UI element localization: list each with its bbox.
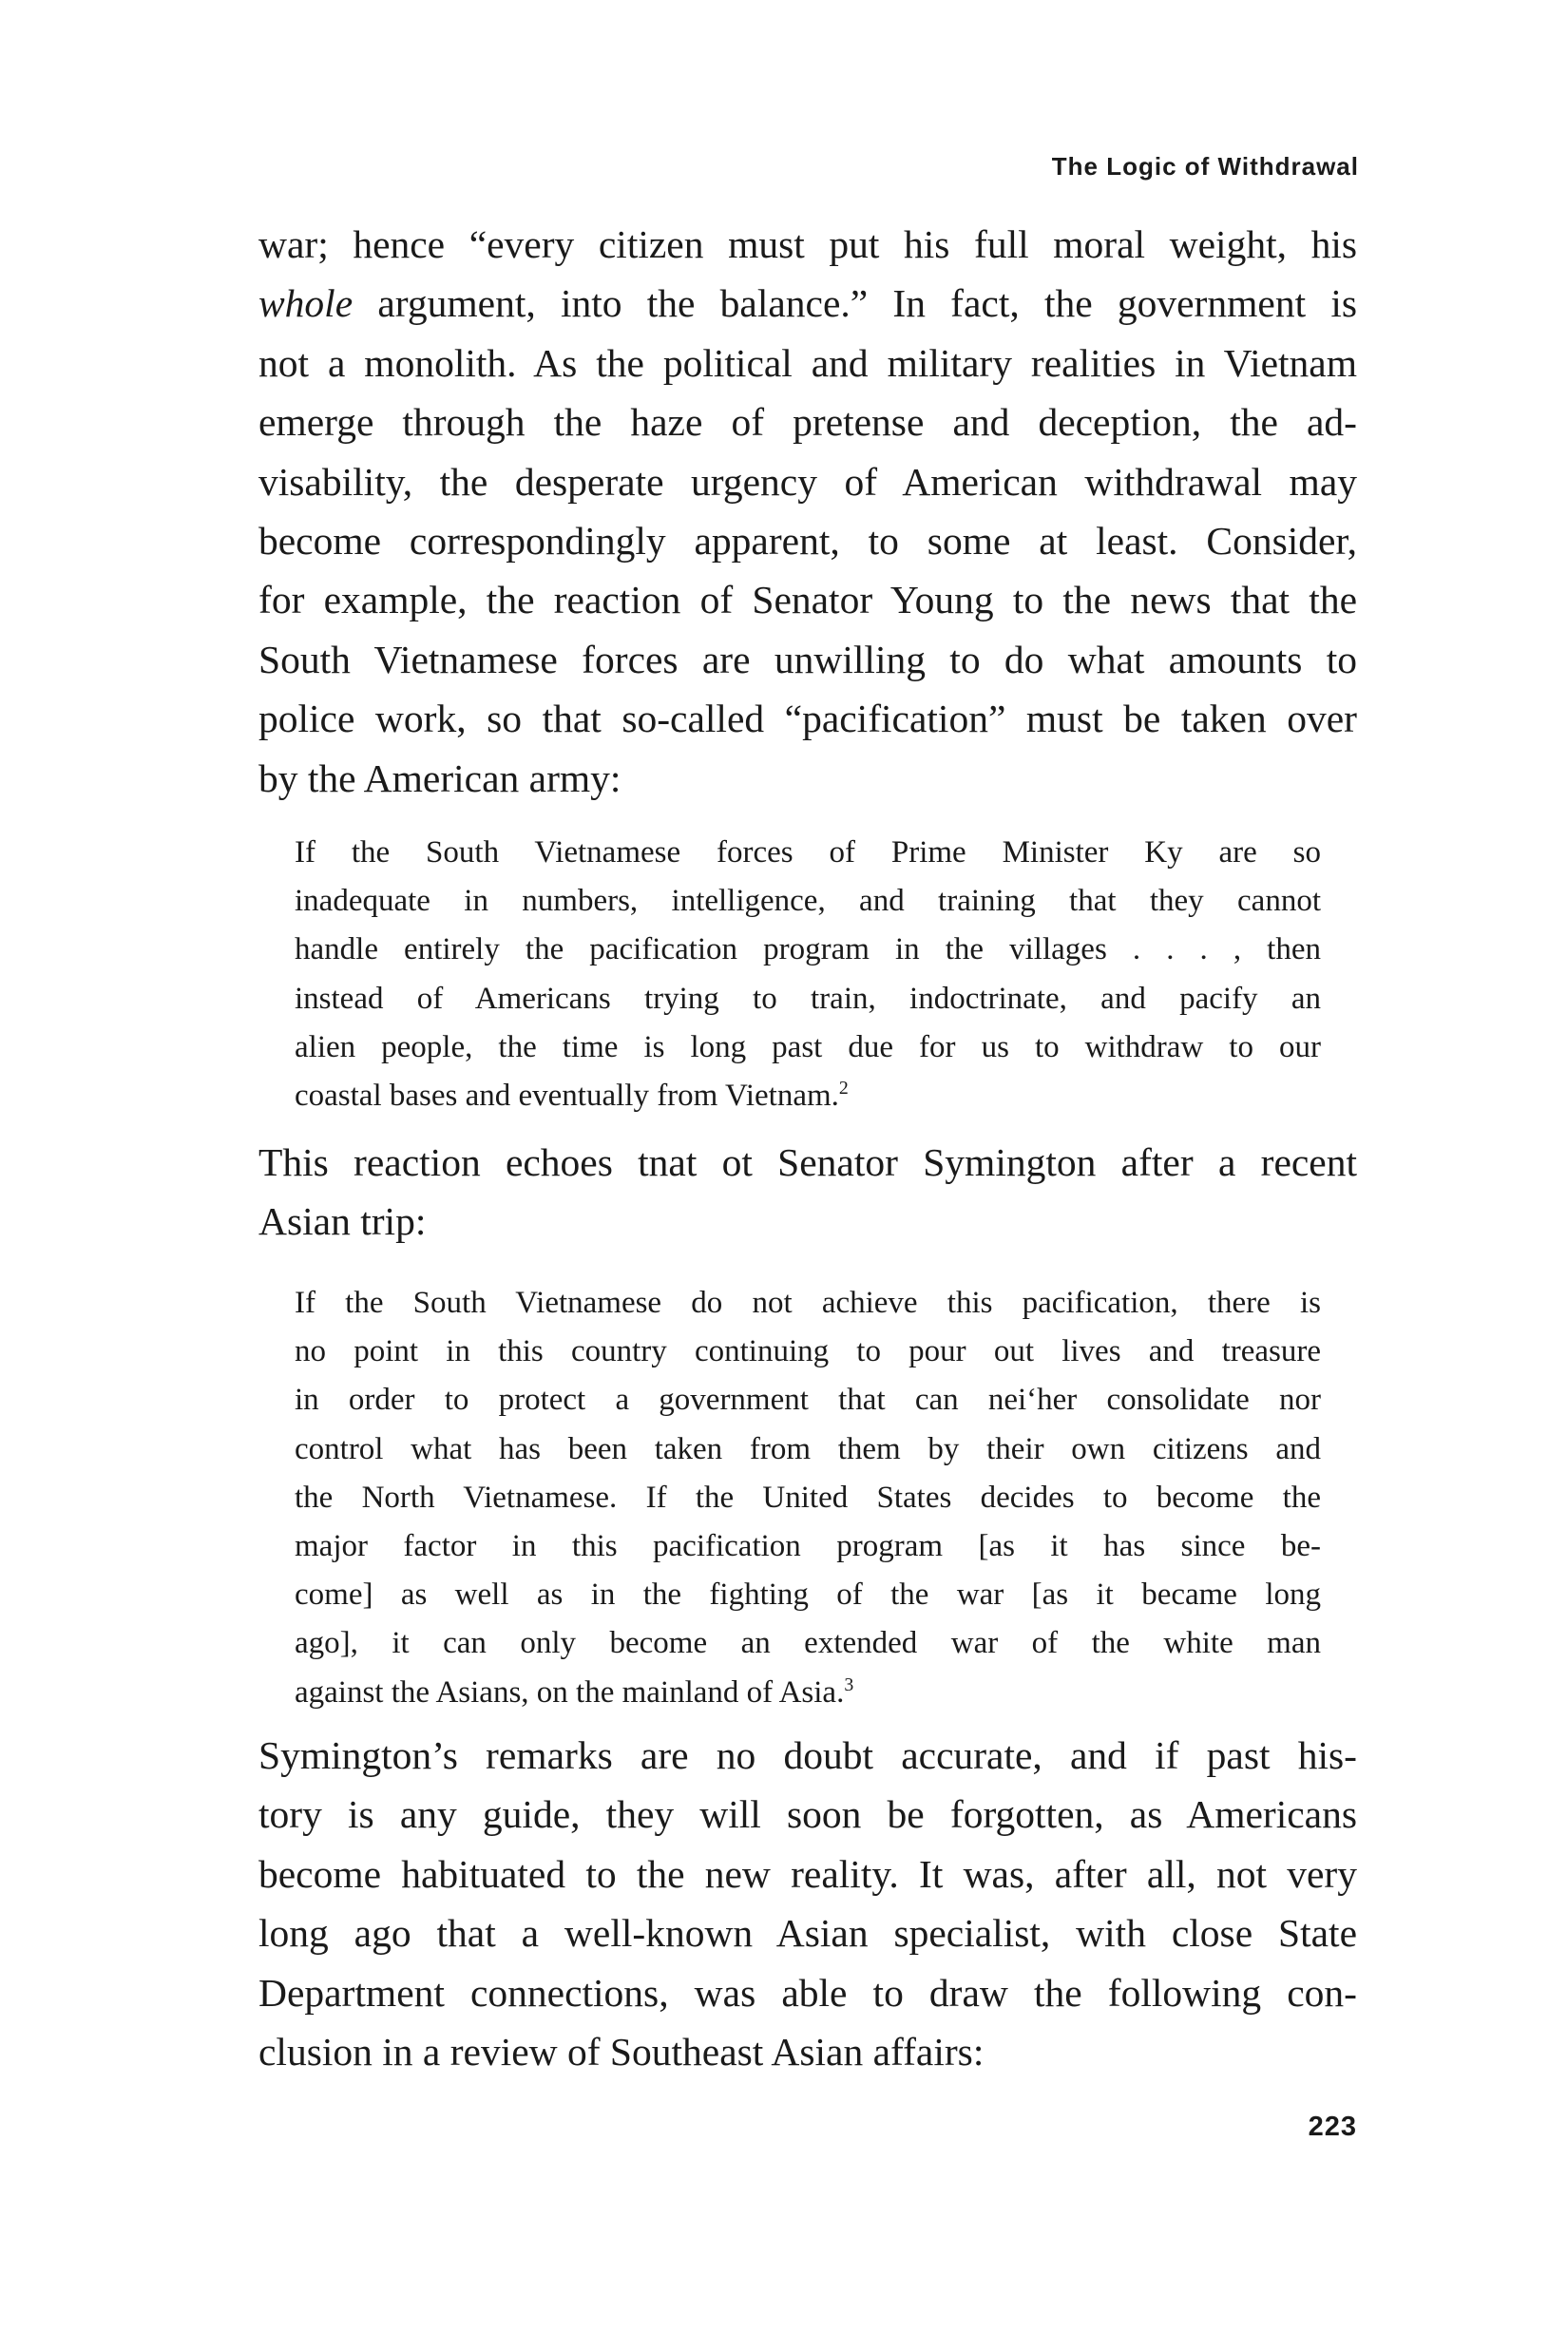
paragraph-2 bbox=[258, 1133, 1357, 1252]
quote-line bbox=[295, 1072, 1321, 1120]
paragraph-3 bbox=[258, 1726, 1357, 2081]
text-line: by the American army: bbox=[258, 755, 621, 800]
text-line: clusion in a review of Southeast Asian affairs: bbox=[258, 2030, 985, 2075]
text-line: not a monolith. As the political and military realities in Vietnam bbox=[258, 340, 1357, 385]
quote-line: instead of Americans trying to train, indoctrinate, and pacify an bbox=[295, 981, 1321, 1016]
text-line bbox=[258, 274, 1357, 333]
block-quote-1 bbox=[295, 829, 1321, 1120]
quote-line: the North Vietnamese. If the United States decides to become the bbox=[295, 1480, 1321, 1515]
page-number: 223 bbox=[1308, 2112, 1357, 2142]
text-line: Asian trip: bbox=[258, 1199, 427, 1244]
text-line: long ago that a well-known Asian specialist, with close State bbox=[258, 1911, 1357, 1956]
quote-line: major factor in this pacification program [as it has since be- bbox=[295, 1529, 1321, 1564]
text-line: become correspondingly apparent, to some at least. Consider, bbox=[258, 519, 1357, 564]
text-line: tory is any guide, they will soon be forgotten, as Americans bbox=[258, 1792, 1357, 1837]
quote-line: inadequate in numbers, intelligence, and training that they cannot bbox=[295, 884, 1321, 919]
footnote-marker: 2 bbox=[838, 1078, 849, 1100]
quote-line: come] as well as in the fighting of the war [as it became long bbox=[295, 1578, 1321, 1613]
text-line: become habituated to the new reality. It was, after all, not very bbox=[258, 1851, 1357, 1896]
text-line: police work, so that so-called “pacification” must be taken over bbox=[258, 697, 1357, 741]
quote-line-text: against the Asians, on the mainland of Asia. bbox=[295, 1674, 845, 1710]
emphasis-word: whole bbox=[258, 281, 354, 326]
text-line: This reaction echoes tnat ot Senator Symington after a recent bbox=[258, 1140, 1357, 1184]
text-line: for example, the reaction of Senator Young to the news that the bbox=[258, 578, 1357, 622]
quote-line bbox=[295, 1669, 1321, 1717]
block-quote-2 bbox=[295, 1279, 1321, 1717]
text-line-rest: argument, into the balance.” In fact, the government is bbox=[377, 281, 1358, 326]
text-line: emerge through the haze of pretense and deception, the ad- bbox=[258, 400, 1357, 445]
quote-line: handle entirely the pacification program in the villages . . . , then bbox=[295, 932, 1321, 967]
text-line: Symington’s remarks are no doubt accurate, and if past his- bbox=[258, 1733, 1357, 1777]
footnote-marker: 3 bbox=[844, 1673, 854, 1695]
text-line: war; hence “every citizen must put his full moral weight, his bbox=[258, 222, 1357, 266]
quote-line: If the South Vietnamese forces of Prime Minister Ky are so bbox=[295, 835, 1321, 870]
text-line: Department connections, was able to draw the following con- bbox=[258, 1970, 1357, 2015]
text-line: South Vietnamese forces are unwilling to do what amounts to bbox=[258, 637, 1357, 681]
quote-line: no point in this country continuing to pour out lives and treasure bbox=[295, 1334, 1321, 1369]
text-line: visability, the desperate urgency of American withdrawal may bbox=[258, 459, 1357, 504]
running-head: The Logic of Withdrawal bbox=[1051, 152, 1359, 181]
quote-line: in order to protect a government that can nei‘her consolidate nor bbox=[295, 1383, 1321, 1418]
quote-line-text: coastal bases and eventually from Vietnam. bbox=[295, 1079, 839, 1114]
paragraph-1 bbox=[258, 215, 1357, 808]
quote-line: control what has been taken from them by their own citizens and bbox=[295, 1431, 1321, 1466]
quote-line: ago], it can only become an extended war of the white man bbox=[295, 1626, 1321, 1661]
quote-line: If the South Vietnamese do not achieve this pacification, there is bbox=[295, 1286, 1321, 1320]
quote-line: alien people, the time is long past due for us to withdraw to our bbox=[295, 1029, 1321, 1064]
